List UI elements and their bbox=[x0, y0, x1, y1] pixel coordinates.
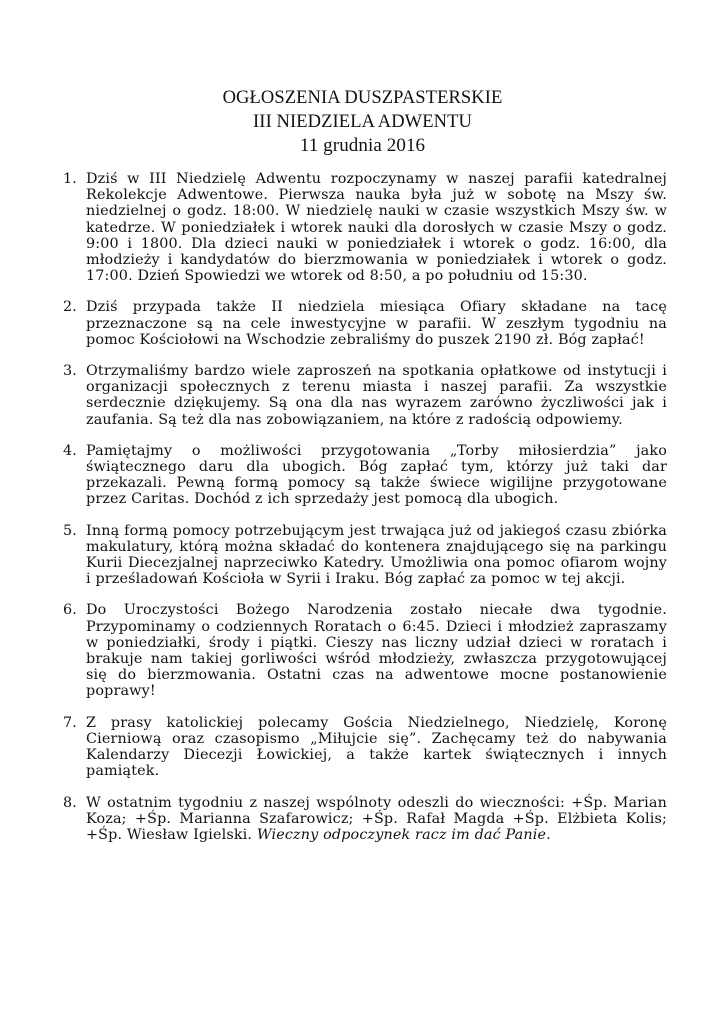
header-title: OGŁOSZENIA DUSZPASTERSKIE bbox=[222, 88, 503, 108]
announcement-item bbox=[63, 602, 667, 699]
item-text-wrapper bbox=[86, 795, 667, 844]
announcement-item bbox=[63, 443, 667, 508]
item-text: W ostatnim tygodniu z naszej wspólnoty odeszli do wieczności: +Śp. Marian Koza; +Śp. Marianna Szafarowicz; +Śp. Rafał Magda +Śp. Elżbieta Kolis; +Śp. Wiesław Igielski. bbox=[86, 794, 667, 843]
announcement-item bbox=[63, 523, 667, 588]
announcements-list bbox=[63, 171, 667, 858]
item-text: Dziś przypada także II niedziela miesiąca Ofiary składane na tacę przeznaczone są na cele inwestycyjne w parafii. W zeszłym tygodniu na pomoc Kościołowi na Wschodzie zebraliśmy do puszek 2190 zł. Bóg zapłać! bbox=[86, 299, 667, 348]
item-text: Do Uroczystości Bożego Narodzenia zostało niecałe dwa tygodnie. Przypominamy o codziennych Roratach o 6:45. Dzieci i młodzież zapraszamy w poniedziałki, środy i piątki. Cieszy nas liczny udział dzieci w roratach i brakuje nam takiej gorliwości wśród młodzieży, zwłaszcza przygotowującej się do bierzmowania. Ostatni czas na adwentowe mocne postanowienie poprawy! bbox=[86, 602, 667, 700]
announcement-item bbox=[63, 171, 667, 284]
item-number: 7. bbox=[63, 714, 77, 731]
item-number: 5. bbox=[63, 522, 77, 539]
announcement-item bbox=[63, 715, 667, 780]
item-number: 6. bbox=[63, 602, 77, 619]
announcement-item bbox=[63, 299, 667, 348]
item-text: Pamiętajmy o możliwości przygotowania „Torby miłosierdzia” jako świątecznego daru dla ubogich. Bóg zapłać tym, którzy już taki dar przekazali. Pewną formą pomocy są także świece wigilijne przygotowane przez Caritas. Dochód z ich sprzedaży jest pomocą dla ubogich. bbox=[86, 442, 667, 508]
header-subtitle: III NIEDZIELA ADWENTU bbox=[253, 112, 472, 132]
announcement-item bbox=[63, 363, 667, 428]
item-number: 2. bbox=[63, 299, 77, 316]
announcement-item bbox=[63, 795, 667, 844]
item-text: Dziś w III Niedzielę Adwentu rozpoczynamy w naszej parafii katedralnej Rekolekcje Adwentowe. Pierwsza nauka była już w sobotę na Mszy św. niedzielnej o godz. 18:00. W niedzielę nauki w czasie wszystkich Mszy św. w katedrze. W poniedziałek i wtorek nauki dla dorosłych w czasie Mszy o godz. 9:00 i 1800. Dla dzieci nauki w poniedziałek i wtorek o godz. 16:00, dla młodzieży i kandydatów do bierzmowania w poniedziałek i wtorek o godz. 17:00. Dzień Spowiedzi we wtorek od 8:50, a po południu od 15:30. bbox=[86, 171, 667, 285]
item-number: 3. bbox=[63, 363, 77, 380]
item-text: Inną formą pomocy potrzebującym jest trwająca już od jakiegoś czasu zbiórka makulatury, którą można składać do kontenera znajdującego się na parkingu Kurii Diecezjalnej naprzeciwko Katedry. Umożliwia ona pomoc ofiarom wojny i prześladowań Kościoła w Syrii i Iraku. Bóg zapłać za pomoc w tej akcji. bbox=[86, 522, 667, 588]
item-text: Otrzymaliśmy bardzo wiele zaproszeń na spotkania opłatkowe od instytucji i organizacji społecznych z terenu miasta i naszej parafii. Za wszystkie serdecznie dziękujemy. Są ona dla nas wyrazem zarówno życzliwości jak i zaufania. Są też dla nas zobowiązaniem, na które z radością odpowiemy. bbox=[86, 363, 667, 428]
document-header bbox=[0, 86, 725, 158]
closing-prayer: Wieczny odpoczynek racz im dać Panie. bbox=[256, 826, 551, 843]
item-text: Z prasy katolickiej polecamy Gościa Niedzielnego, Niedzielę, Koronę Cierniową oraz czasopismo „Miłujcie się”. Zachęcamy też do nabywania Kalendarzy Diecezji Łowickiej, a także kartek świątecznych i innych pamiątek. bbox=[86, 714, 667, 780]
header-date: 11 grudnia 2016 bbox=[299, 135, 426, 156]
item-number: 1. bbox=[63, 171, 77, 187]
item-number: 4. bbox=[63, 442, 77, 459]
item-number: 8. bbox=[63, 794, 77, 811]
